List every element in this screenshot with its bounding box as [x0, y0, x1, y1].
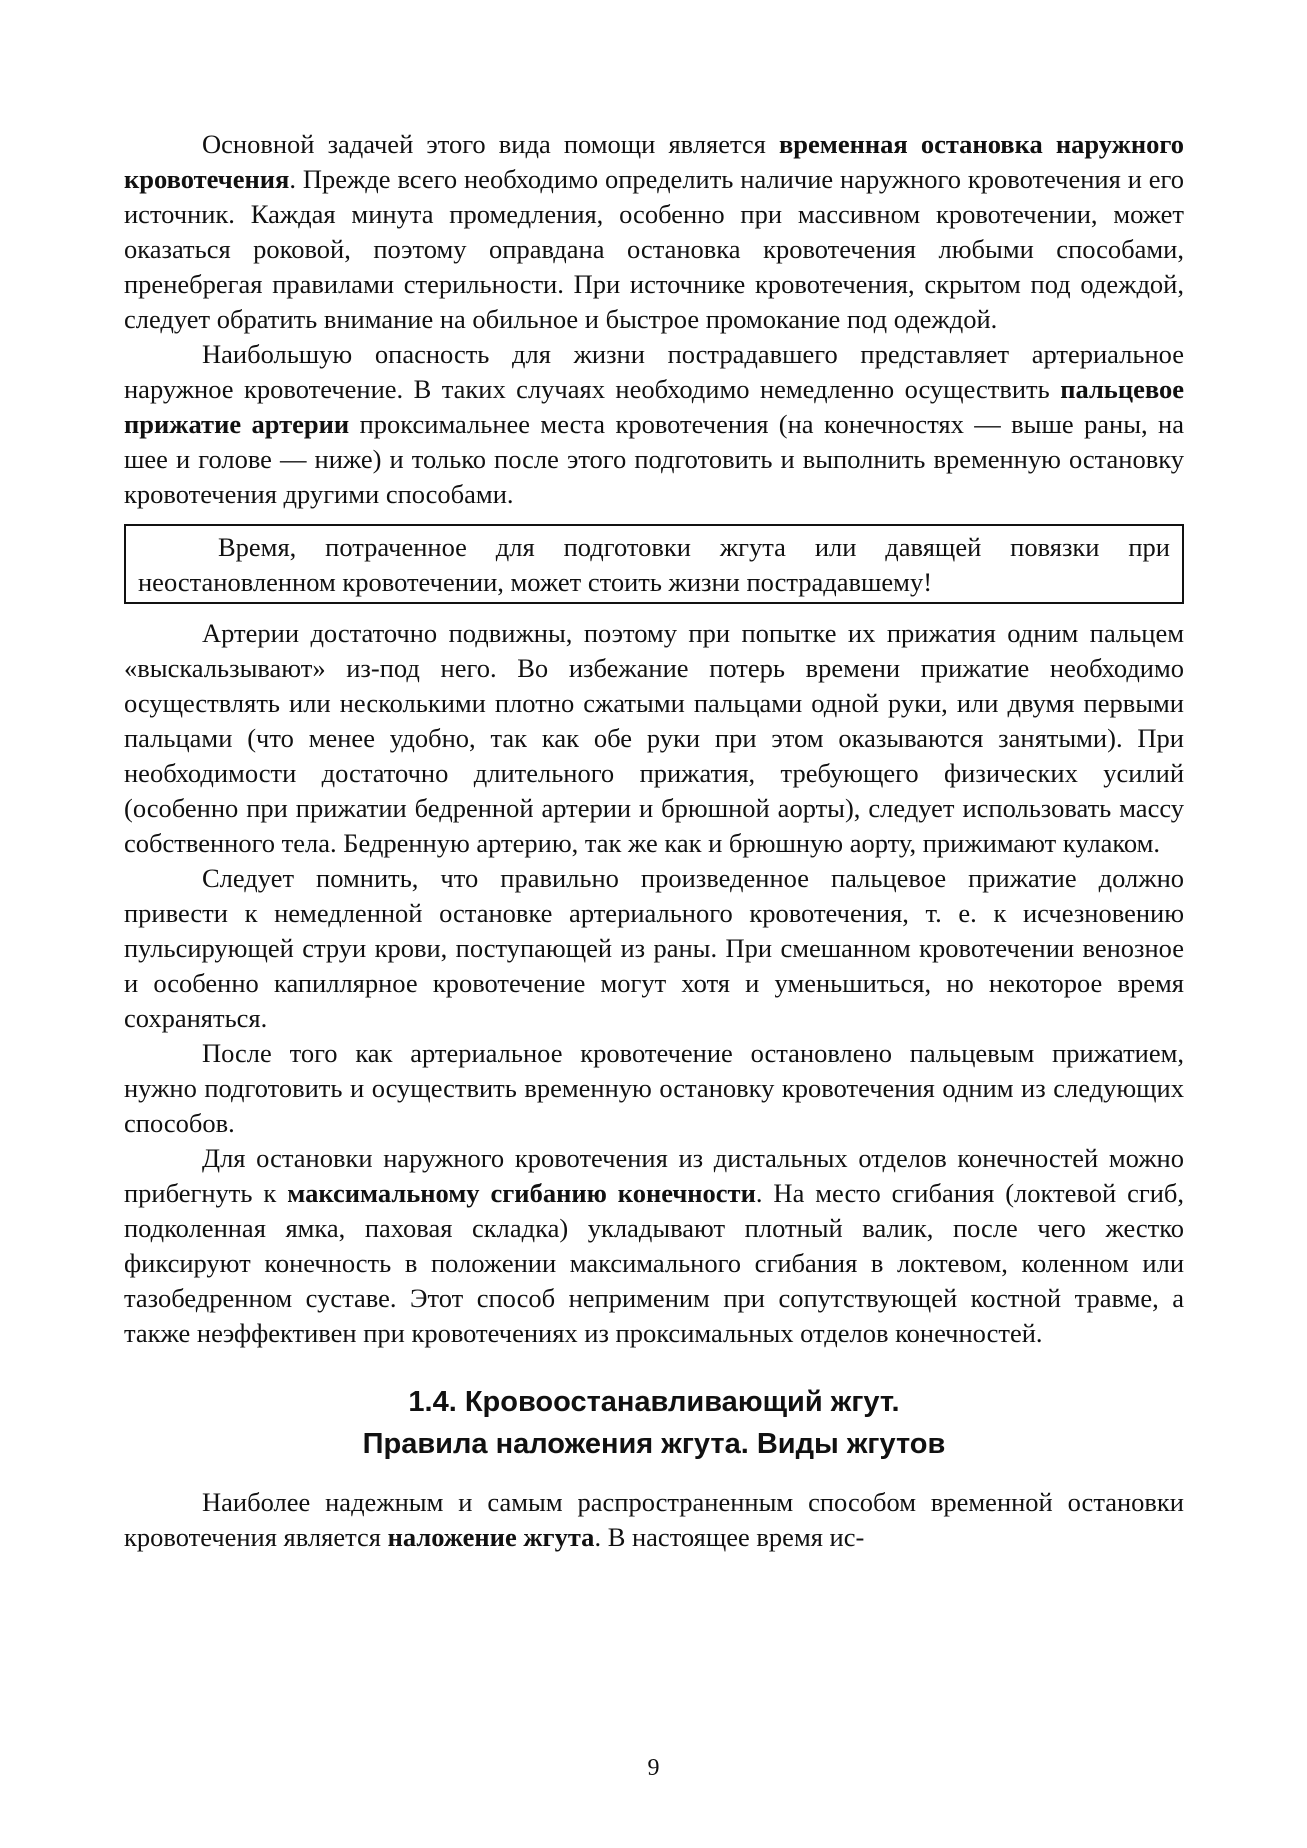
paragraph-arteries-mobile: Артерии достаточно подвижны, поэтому при попытке их прижатия одним пальцем «выскальзывают» из-под него. Во избежание потерь времени прижатие необходимо осуществлять или несколькими плотно сжатыми пальцами одной руки, или двумя первыми пальцами (что менее удобно, так как обе руки при этом оказываются занятыми). При необходимости достаточно длительного прижатия, требующего физических усилий (особенно при прижатии бедренной артерии и брюшной аорты), следует использовать массу собственного тела. Бедренную артерию, так же как и брюшную аорту, прижимают кулаком.	[124, 618, 1184, 858]
bold-term: временная остановка наружного кровотечения	[124, 129, 1184, 194]
page-body	[124, 127, 1184, 1555]
section-heading	[124, 1381, 1184, 1465]
bold-term: пальцевое прижатие артерии	[124, 374, 1184, 439]
paragraph-after-pressure: После того как артериальное кровотечение остановлено пальцевым прижатием, нужно подготовить и осуществить временную остановку кровотечения одним из следующих способов.	[124, 1038, 1184, 1138]
bold-term: максимальному сгибанию конечности	[287, 1178, 756, 1208]
heading-line-1: 1.4. Кровоостанавливающий жгут.	[408, 1386, 900, 1418]
paragraph-arterial-bleeding: Наибольшую опасность для жизни пострадавшего представляет артериальное наружное кровотечение. В таких случаях необходимо немедленно осуществить пальцевое прижатие артерии проксимальнее места кровотечения (на конечностях — выше раны, на шее и голове — ниже) и только после этого подготовить и выполнить временную остановку кровотечения другими способами.	[124, 339, 1184, 509]
notice-text: Время, потраченное для подготовки жгута или давящей повязки при неостановленном кровотечении, может стоить жизни пострадавшему!	[138, 532, 1170, 597]
bold-term: наложение жгута	[387, 1522, 595, 1552]
heading-line-2: Правила наложения жгута. Виды жгутов	[362, 1428, 946, 1460]
paragraph-main-task: Основной задачей этого вида помощи является временная остановка наружного кровотечения. Прежде всего необходимо определить наличие наружного кровотечения и его источник. Каждая минута промедления, особенно при массивном кровотечении, может оказаться роковой, поэтому оправдана остановка кровотечения любыми способами, пренебрегая правилами стерильности. При источнике кровотечения, скрытом под одеждой, следует обратить внимание на обильное и быстрое промокание под одеждой.	[124, 129, 1184, 334]
paragraph-finger-pressure: Следует помнить, что правильно произведенное пальцевое прижатие должно привести к немедленной остановке артериального кровотечения, т. е. к исчезновению пульсирующей струи крови, поступающей из раны. При смешанном кровотечении венозное и особенно капиллярное кровотечение могут хотя и уменьшиться, но некоторое время сохраняться.	[124, 863, 1184, 1033]
paragraph-max-flexion: Для остановки наружного кровотечения из дистальных отделов конечностей можно прибегнуть к максимальному сгибанию конечности. На место сгибания (локтевой сгиб, подколенная ямка, паховая складка) укладывают плотный валик, после чего жестко фиксируют конечность в положении максимального сгибания в локтевом, коленном или тазобедренном суставе. Этот способ неприменим при сопутствующей костной травме, а также неэффективен при кровотечениях из проксимальных отделов конечностей.	[124, 1143, 1185, 1348]
notice-box	[124, 524, 1184, 604]
paragraph-tourniquet: Наиболее надежным и самым распространенным способом временной остановки кровотечения является наложение жгута. В настоящее время ис-	[124, 1487, 1184, 1552]
page-number: 9	[647, 1755, 660, 1781]
